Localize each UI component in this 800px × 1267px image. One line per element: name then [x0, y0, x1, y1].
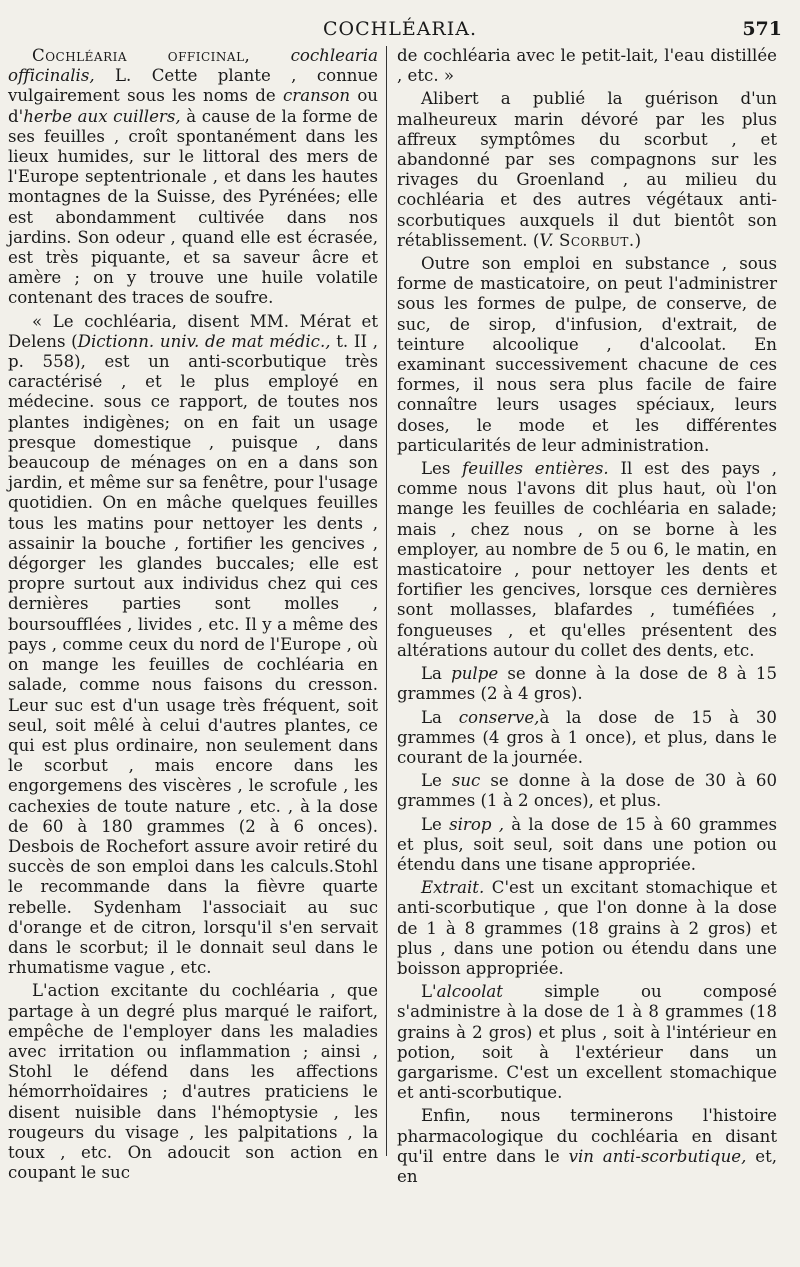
paragraph: La conserve,à la dose de 15 à 30 grammes (4 gros à 1 once), et plus, dans le courant de la journée. — [397, 707, 777, 767]
paragraph: Le suc se donne à la dose de 30 à 60 grammes (1 à 2 onces), et plus. — [397, 771, 778, 811]
paragraph: Cochléaria officinal, cochlearia officinalis, L. Cette plante , connue vulgairement sous les noms de cranson ou d'herbe aux cuillers, à cause de la forme de ses feuilles , croît spontanément dans les lieux humides, sur le littoral des mers de l'Europe septentrionale , et dans les hautes montagnes de la Suisse, des Pyrénées; elle est abondamment cultivée dans nos jardins. Son odeur , quand elle est écrasée, est très piquante, et sa saveur âcre et amère ; on y trouve une huile volatile contenant des traces de soufre. — [8, 46, 378, 308]
page-number: 571 — [742, 18, 782, 40]
cross-reference: Scorbut. — [558, 230, 635, 250]
running-title: COCHLÉARIA. — [322, 18, 477, 40]
paragraph: La pulpe se donne à la dose de 8 à 15 grammes (2 à 4 gros). — [397, 664, 777, 704]
paragraph: Les feuilles entières. Il est des pays , comme nous l'avons dit plus haut, où l'on mange les feuilles de cochléaria en salade; mais , chez nous , on se borne à les employer, au nombre de 5 ou 6, le matin, en masticatoire , pour nettoyer les dents et fortifier les gencives, lorsque ces dernières sont mollasses, blafardes , tuméfiées , fongueuses , et qu'elles présentent des altérations autour du collet des dents, etc. — [397, 459, 778, 660]
right-column — [397, 46, 777, 1190]
entry-heading: Cochléaria officinal, — [32, 46, 251, 65]
paragraph: Extrait. C'est un excitant stomachique et anti-scorbutique , que l'on donne à la dose de 1 à 8 grammes (18 grains à 2 gros) et plus , dans une potion ou étendu dans une boisson appropriée. — [397, 878, 777, 978]
paragraph: L'alcoolat simple ou composé s'administre à la dose de 1 à 8 grammes (18 grains à 2 gros) et plus , soit à l'intérieur en potion, soit à l'extérieur dans un gargarisme. C'est un excellent stomachique et anti-scorbutique. — [397, 982, 777, 1103]
page-header — [0, 14, 800, 44]
paragraph: Le sirop , à la dose de 15 à 60 grammes et plus, soit seul, soit dans une potion ou étendu dans une tisane appropriée. — [397, 814, 777, 874]
paragraph: de cochléaria avec le petit-lait, l'eau distillée , etc. » — [397, 46, 777, 86]
citation: Dictionn. univ. de mat médic., — [77, 331, 331, 351]
column-divider — [386, 46, 387, 1156]
paragraph: « Le cochléaria, disent MM. Mérat et Delens (Dictionn. univ. de mat médic., t. II , p. 558), est un anti-scorbutique très caractérisé , et le plus employé en médecine. sous ce rapport, de toutes nos plantes indigènes; on en fait un usage presque domestique , puisque , dans beaucoup de ménages on en a dans son jardin, et même sur sa fenêtre, pour l'usage quotidien. On en mâche quelques feuilles tous les matins pour nettoyer les dents , assainir la bouche , fortifier les gencives , dégorger les glandes buccales; elle est propre surtout aux individus chez qui ces dernières parties sont molles , boursoufflées , livides , etc. Il y a même des pays , comme ceux du nord de l'Europe , où on mange les feuilles de cochléaria en salade, comme nous faisons du cresson. Leur suc est d'un usage très fréquent, soit seul, soit mêlé à celui d'autres plantes, ce qui est plus ordinaire, non seulement dans le scorbut , mais encore dans les engorgemens des viscères , le scrofule , les cachexies de toute nature , etc. , à la dose de 60 à 180 grammes (2 à 6 onces). Desbois de Rochefort assure avoir retiré du succès de son emploi dans les calculs.Stohl le recommande dans la fièvre quarte rebelle. Sydenham l'associait au suc d'orange et de citron, lorsqu'il s'en servait dans le scorbut; il le donnait seul dans le rhumatisme vague , etc. — [8, 311, 379, 978]
paragraph: Alibert a publié la guérison d'un malheureux marin dévoré par les plus affreux symptômes du scorbut , et abandonné par ses compagnons sur les rivages du Groenland , au milieu du cochléaria et des autres végétaux anti-scorbutiques auxquels il dut bientôt son rétablissement. (V. Scorbut.) — [397, 89, 777, 250]
paragraph: L'action excitante du cochléaria , que partage à un degré plus marqué le raifort, empêche de l'employer dans les maladies avec irritation ou inflammation ; ainsi , Stohl le défend dans les affections hémorrhoïdaires ; d'autres praticiens le disent nuisible dans l'hémoptysie , les rougeurs du visage , les palpitations , la toux , etc. On adoucit son action en coupant le suc — [8, 981, 378, 1183]
paragraph: Outre son emploi en substance , sous forme de masticatoire, on peut l'administrer sous les formes de pulpe, de conserve, de suc, de sirop, d'infusion, d'extrait, de teinture alcoolique , d'alcoolat. En examinant successivement chacune de ces formes, il nous sera plus facile de faire connaître leurs usages spéciaux, leurs doses, le mode et les différentes particularités de leur administration. — [397, 254, 777, 455]
latin-name: cochlearia officinalis, — [8, 46, 378, 86]
left-column — [8, 46, 378, 1186]
paragraph: Enfin, nous terminerons l'histoire pharmacologique du cochléaria en disant qu'il entre dans le vin anti-scorbutique, et, en — [397, 1106, 778, 1186]
